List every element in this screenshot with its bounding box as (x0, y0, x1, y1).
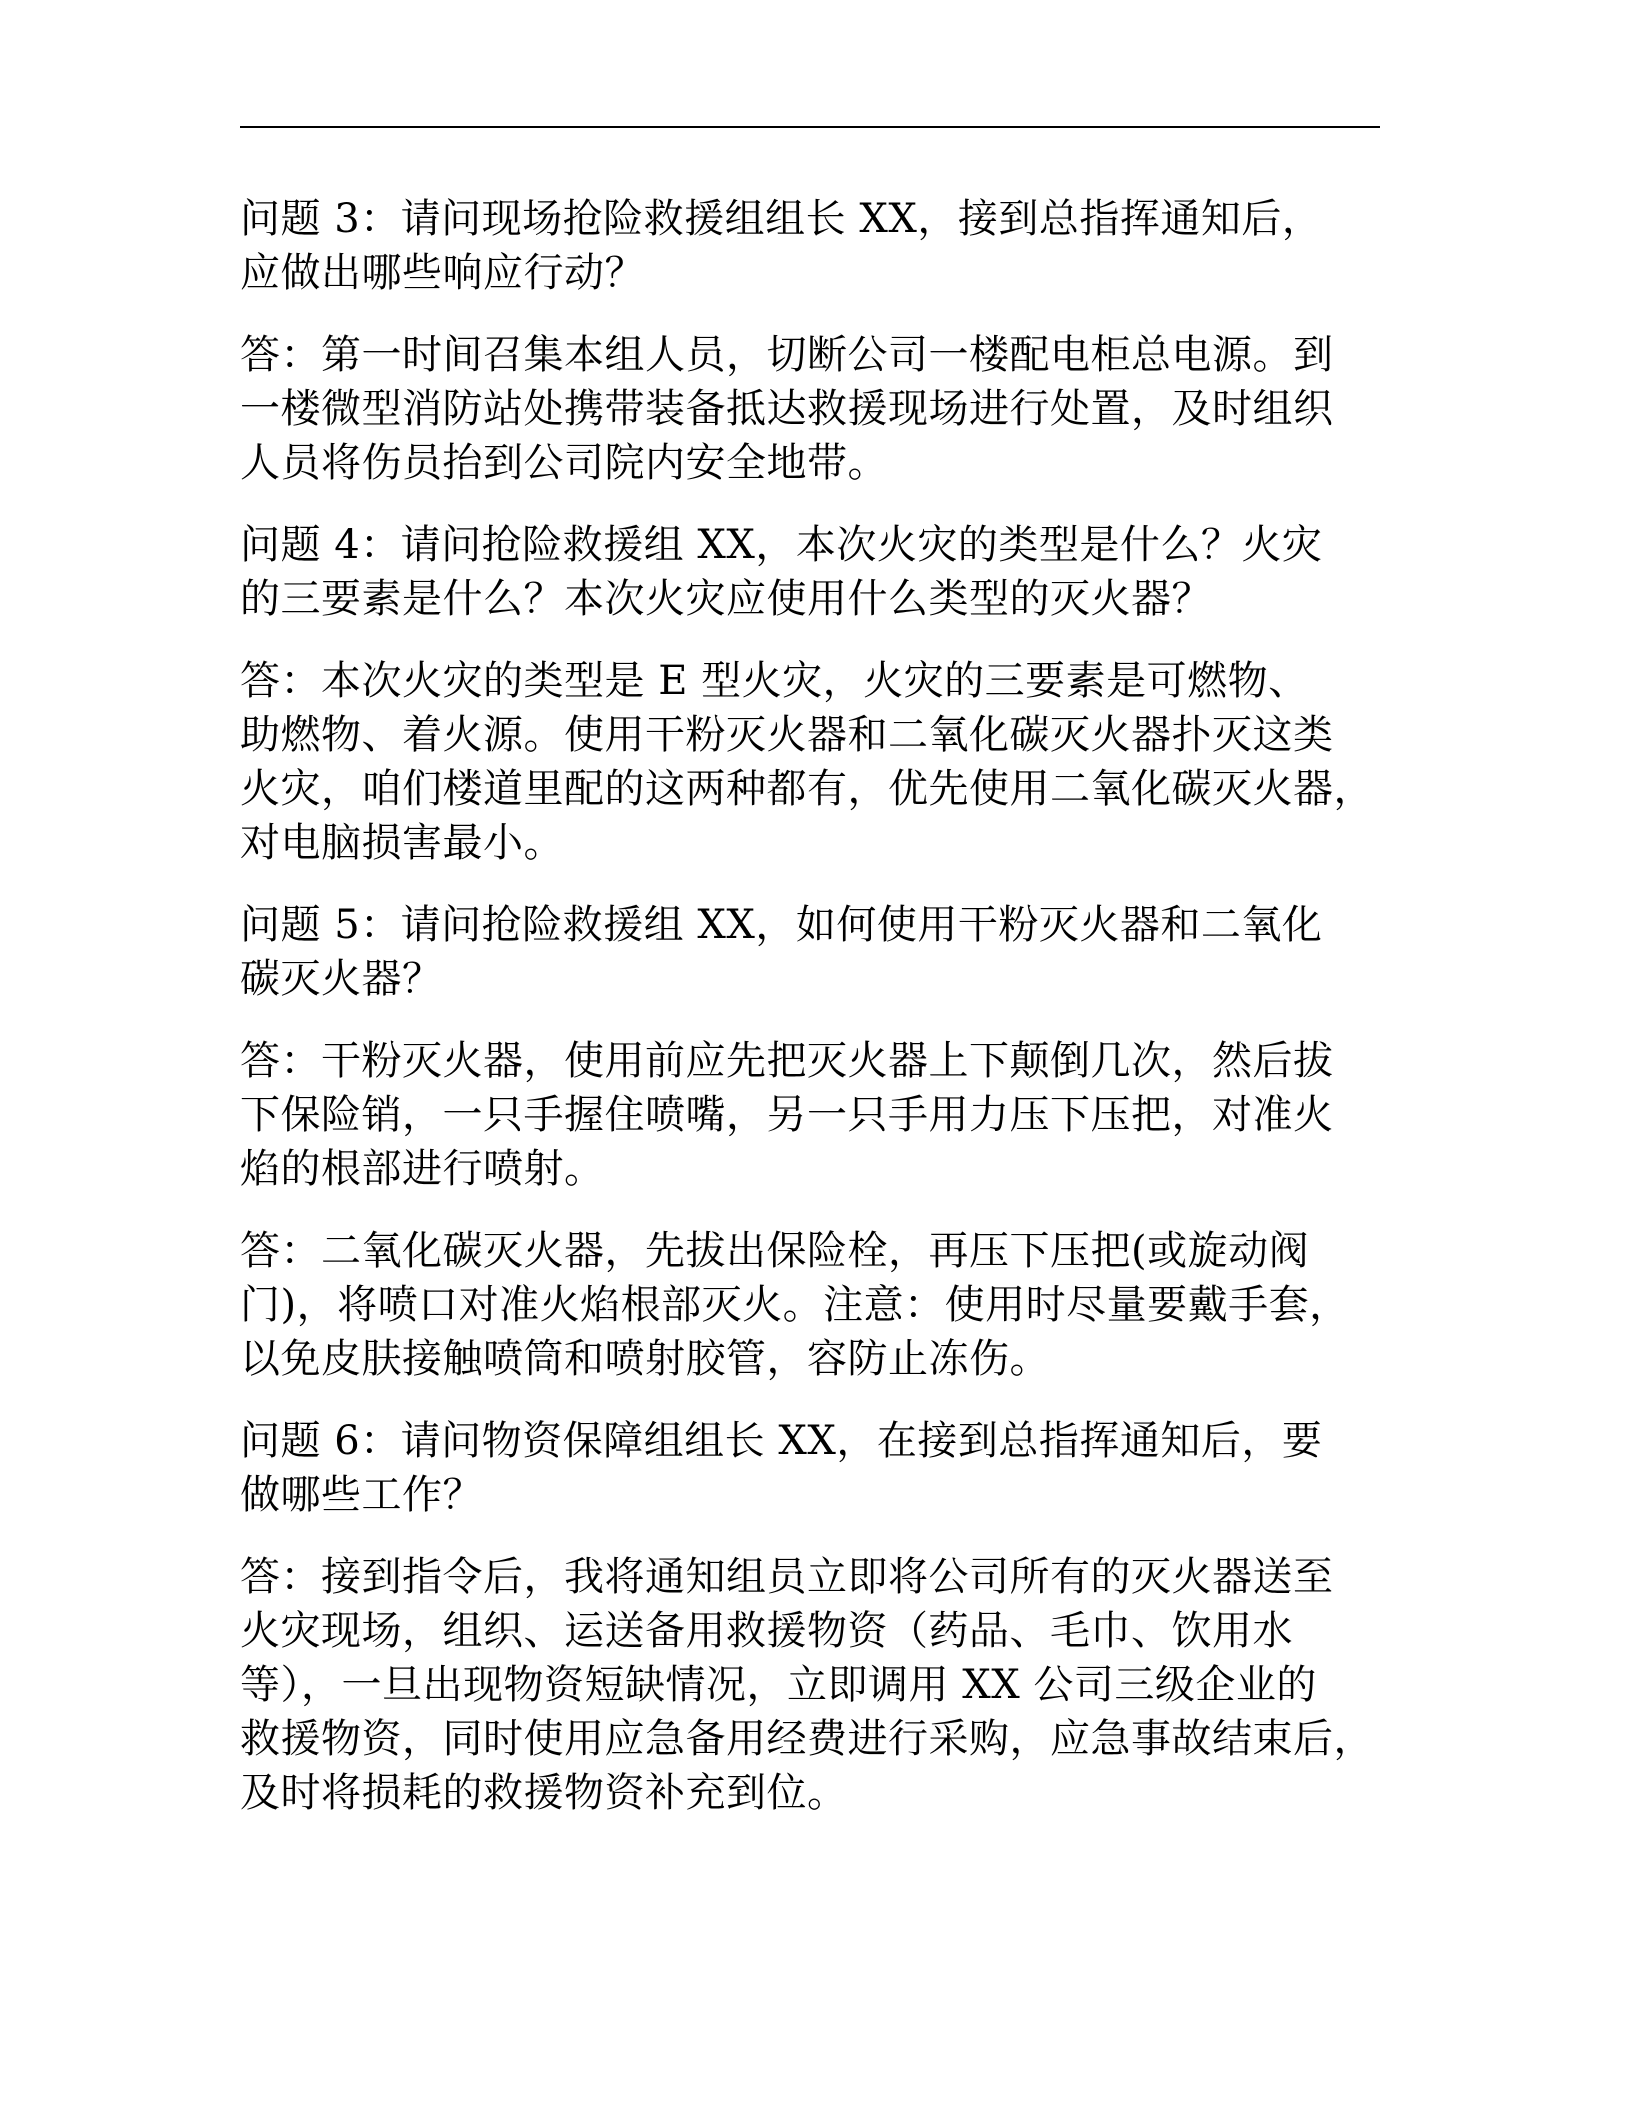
text-line: 答：第一时间召集本组人员，切断公司一楼配电柜总电源。到 (240, 332, 1334, 378)
text-line: 的三要素是什么？本次火灾应使用什么类型的灭火器？ (240, 576, 1212, 622)
text-line: 应做出哪些响应行动？ (240, 250, 645, 296)
text-line: 答：本次火灾的类型是 E 型火灾，火灾的三要素是可燃物、 (240, 658, 1309, 704)
text-line: 救援物资，同时使用应急备用经费进行采购，应急事故结束后， (240, 1716, 1374, 1762)
text-line: 下保险销，一只手握住喷嘴，另一只手用力压下压把，对准火 (240, 1092, 1334, 1138)
answer-paragraph (240, 1224, 1415, 1386)
question-paragraph (240, 518, 1415, 626)
answer-paragraph (240, 328, 1415, 490)
question-paragraph (240, 898, 1415, 1006)
text-line: 问题 6：请问物资保障组组长 XX，在接到总指挥通知后，要 (240, 1418, 1323, 1464)
text-line: 问题 3：请问现场抢险救援组组长 XX，接到总指挥通知后， (240, 196, 1323, 242)
text-line: 问题 5：请问抢险救援组 XX，如何使用干粉灭火器和二氧化 (240, 902, 1323, 948)
question-paragraph (240, 192, 1415, 300)
header-rule (240, 126, 1380, 128)
text-line: 门)，将喷口对准火焰根部灭火。注意：使用时尽量要戴手套， (240, 1282, 1350, 1328)
text-line: 做哪些工作？ (240, 1472, 483, 1518)
text-line: 焰的根部进行喷射。 (240, 1146, 605, 1192)
text-line: 答：接到指令后，我将通知组员立即将公司所有的灭火器送至 (240, 1554, 1334, 1600)
text-line: 助燃物、着火源。使用干粉灭火器和二氧化碳灭火器扑灭这类 (240, 712, 1334, 758)
text-line: 人员将伤员抬到公司院内安全地带。 (240, 440, 888, 486)
text-line: 对电脑损害最小。 (240, 820, 564, 866)
question-paragraph (240, 1414, 1415, 1522)
answer-paragraph (240, 1550, 1415, 1820)
text-line: 答：二氧化碳灭火器，先拔出保险栓，再压下压把(或旋动阀 (240, 1228, 1310, 1274)
text-line: 等），一旦出现物资短缺情况，立即调用 XX 公司三级企业的 (240, 1662, 1317, 1708)
text-line: 火灾现场，组织、运送备用救援物资（药品、毛巾、饮用水 (240, 1608, 1293, 1654)
answer-paragraph (240, 654, 1415, 870)
text-line: 问题 4：请问抢险救援组 XX，本次火灾的类型是什么？火灾 (240, 522, 1323, 568)
answer-paragraph (240, 1034, 1415, 1196)
text-line: 碳灭火器？ (240, 956, 443, 1002)
text-line: 及时将损耗的救援物资补充到位。 (240, 1770, 848, 1816)
text-line: 以免皮肤接触喷筒和喷射胶管，容防止冻伤。 (240, 1336, 1050, 1382)
text-line: 火灾，咱们楼道里配的这两种都有，优先使用二氧化碳灭火器， (240, 766, 1374, 812)
text-line: 答：干粉灭火器，使用前应先把灭火器上下颠倒几次，然后拔 (240, 1038, 1334, 1084)
document-body (240, 192, 1415, 1848)
text-line: 一楼微型消防站处携带装备抵达救援现场进行处置，及时组织 (240, 386, 1334, 432)
